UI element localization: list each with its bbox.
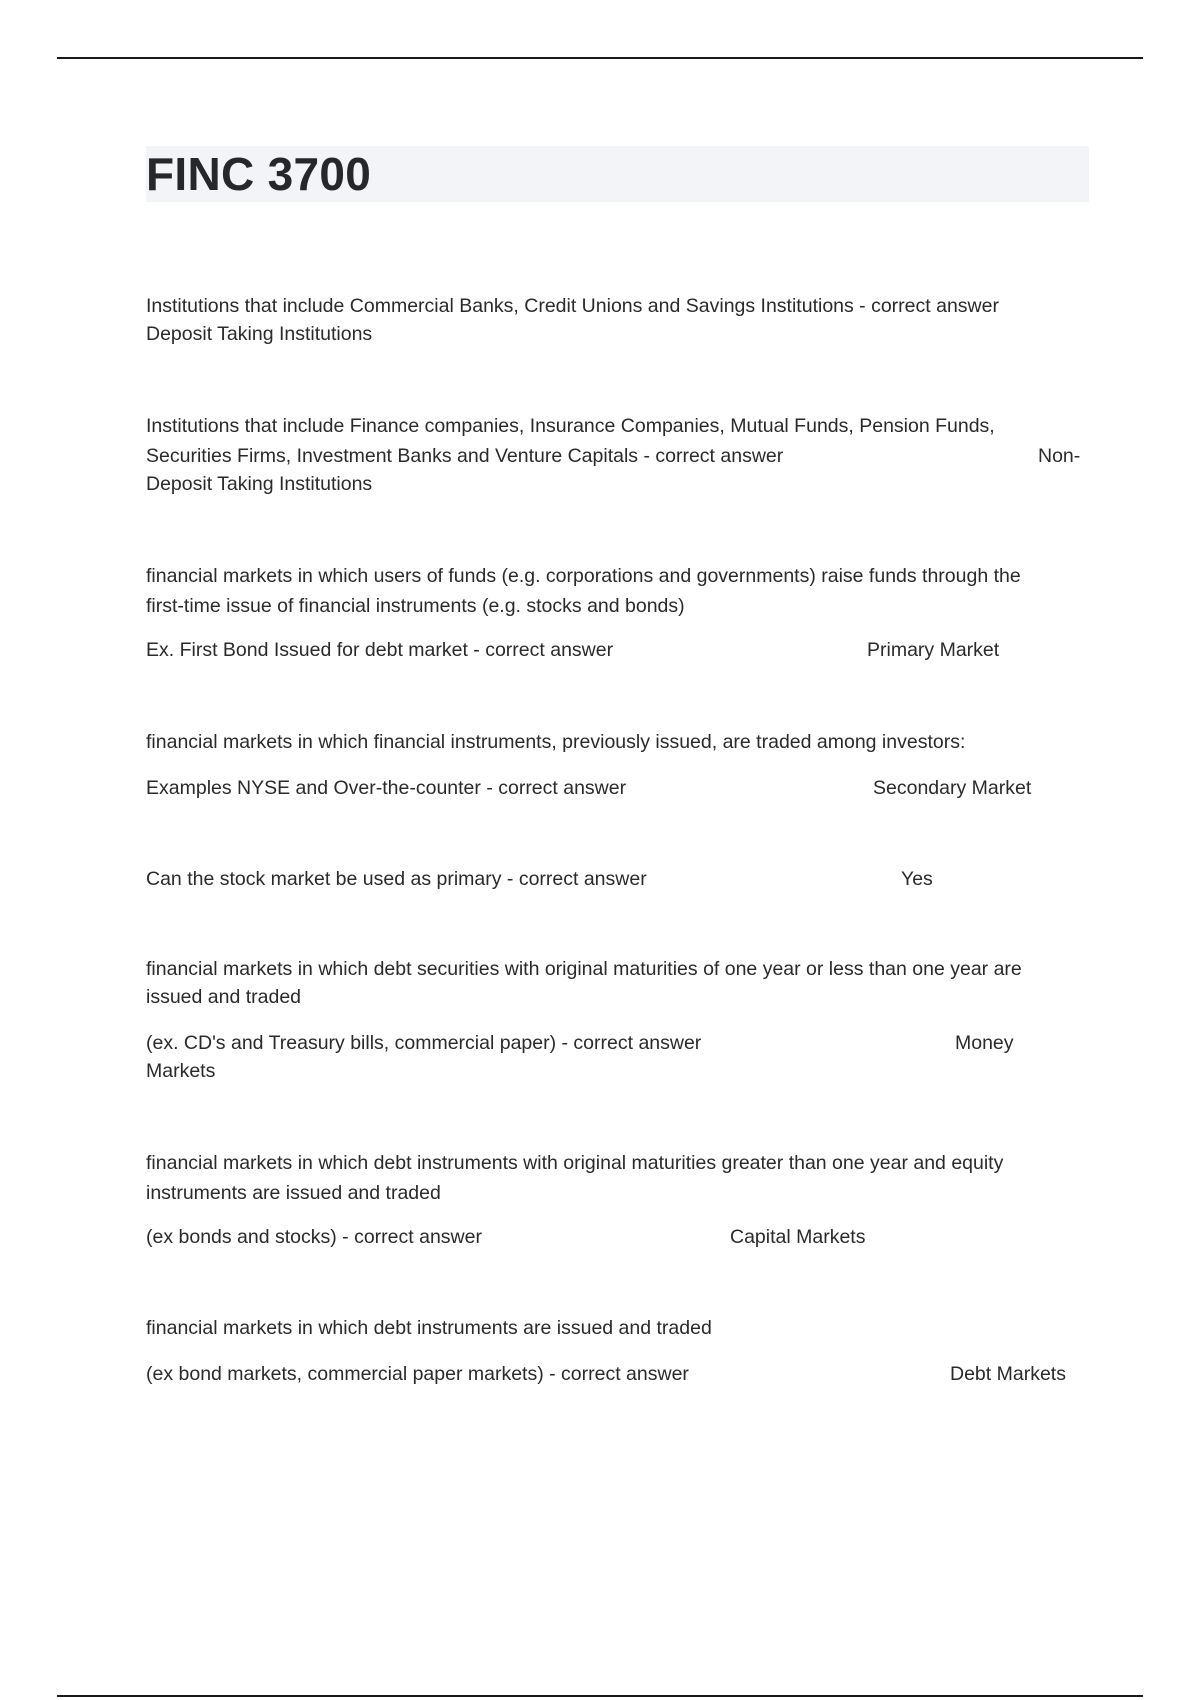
answer-text: Non- [1038, 445, 1081, 467]
question-example [146, 774, 1091, 802]
answer-text: Deposit Taking Institutions [146, 323, 373, 345]
question-text: financial markets in which debt instruments are issued and traded [146, 1317, 712, 1339]
question-tail: Securities Firms, Investment Banks and Venture Capitals - correct answer [146, 445, 784, 467]
question-example [146, 636, 1091, 664]
answer-text: Capital Markets [730, 1226, 866, 1248]
example-text: (ex. CD's and Treasury bills, commercial paper) - correct answer [146, 1032, 702, 1054]
question-example [146, 1029, 1091, 1057]
example-text: Examples NYSE and Over-the-counter - correct answer [146, 777, 627, 799]
question-body: Can the stock market be used as primary - correct answer [146, 868, 647, 890]
question-text [146, 865, 1091, 893]
example-text: (ex bond markets, commercial paper markets) - correct answer [146, 1363, 689, 1385]
answer-text: Primary Market [867, 639, 1000, 661]
document-title: FINC 3700 [146, 148, 372, 200]
question-text: financial markets in which users of funds (e.g. corporations and governments) raise funds through the [146, 565, 1021, 587]
answer-text: Yes [901, 868, 933, 890]
question-text: financial markets in which financial instruments, previously issued, are traded among investors: [146, 731, 966, 753]
question-text: financial markets in which debt instruments with original maturities greater than one year and equity [146, 1152, 1004, 1174]
question-example [146, 1223, 1091, 1251]
question-text-continued: instruments are issued and traded [146, 1182, 441, 1204]
question-text: financial markets in which debt securities with original maturities of one year or less than one year are [146, 958, 1022, 980]
question-text: Institutions that include Commercial Banks, Credit Unions and Savings Institutions - correct answer [146, 295, 999, 317]
top-rule [57, 57, 1143, 59]
example-text: Ex. First Bond Issued for debt market - correct answer [146, 639, 614, 661]
answer-text: Secondary Market [873, 777, 1032, 799]
answer-text: Money [955, 1032, 1014, 1054]
answer-text-continued: Markets [146, 1060, 216, 1082]
question-text-continued: issued and traded [146, 986, 302, 1008]
question-text-continued [146, 442, 1091, 470]
answer-text: Debt Markets [950, 1363, 1066, 1385]
bottom-rule [57, 1695, 1143, 1697]
example-text: (ex bonds and stocks) - correct answer [146, 1226, 482, 1248]
question-example [146, 1360, 1091, 1388]
question-text-continued: first-time issue of financial instruments (e.g. stocks and bonds) [146, 595, 685, 617]
question-text: Institutions that include Finance companies, Insurance Companies, Mutual Funds, Pension Funds, [146, 415, 995, 437]
answer-text-continued: Deposit Taking Institutions [146, 473, 373, 495]
